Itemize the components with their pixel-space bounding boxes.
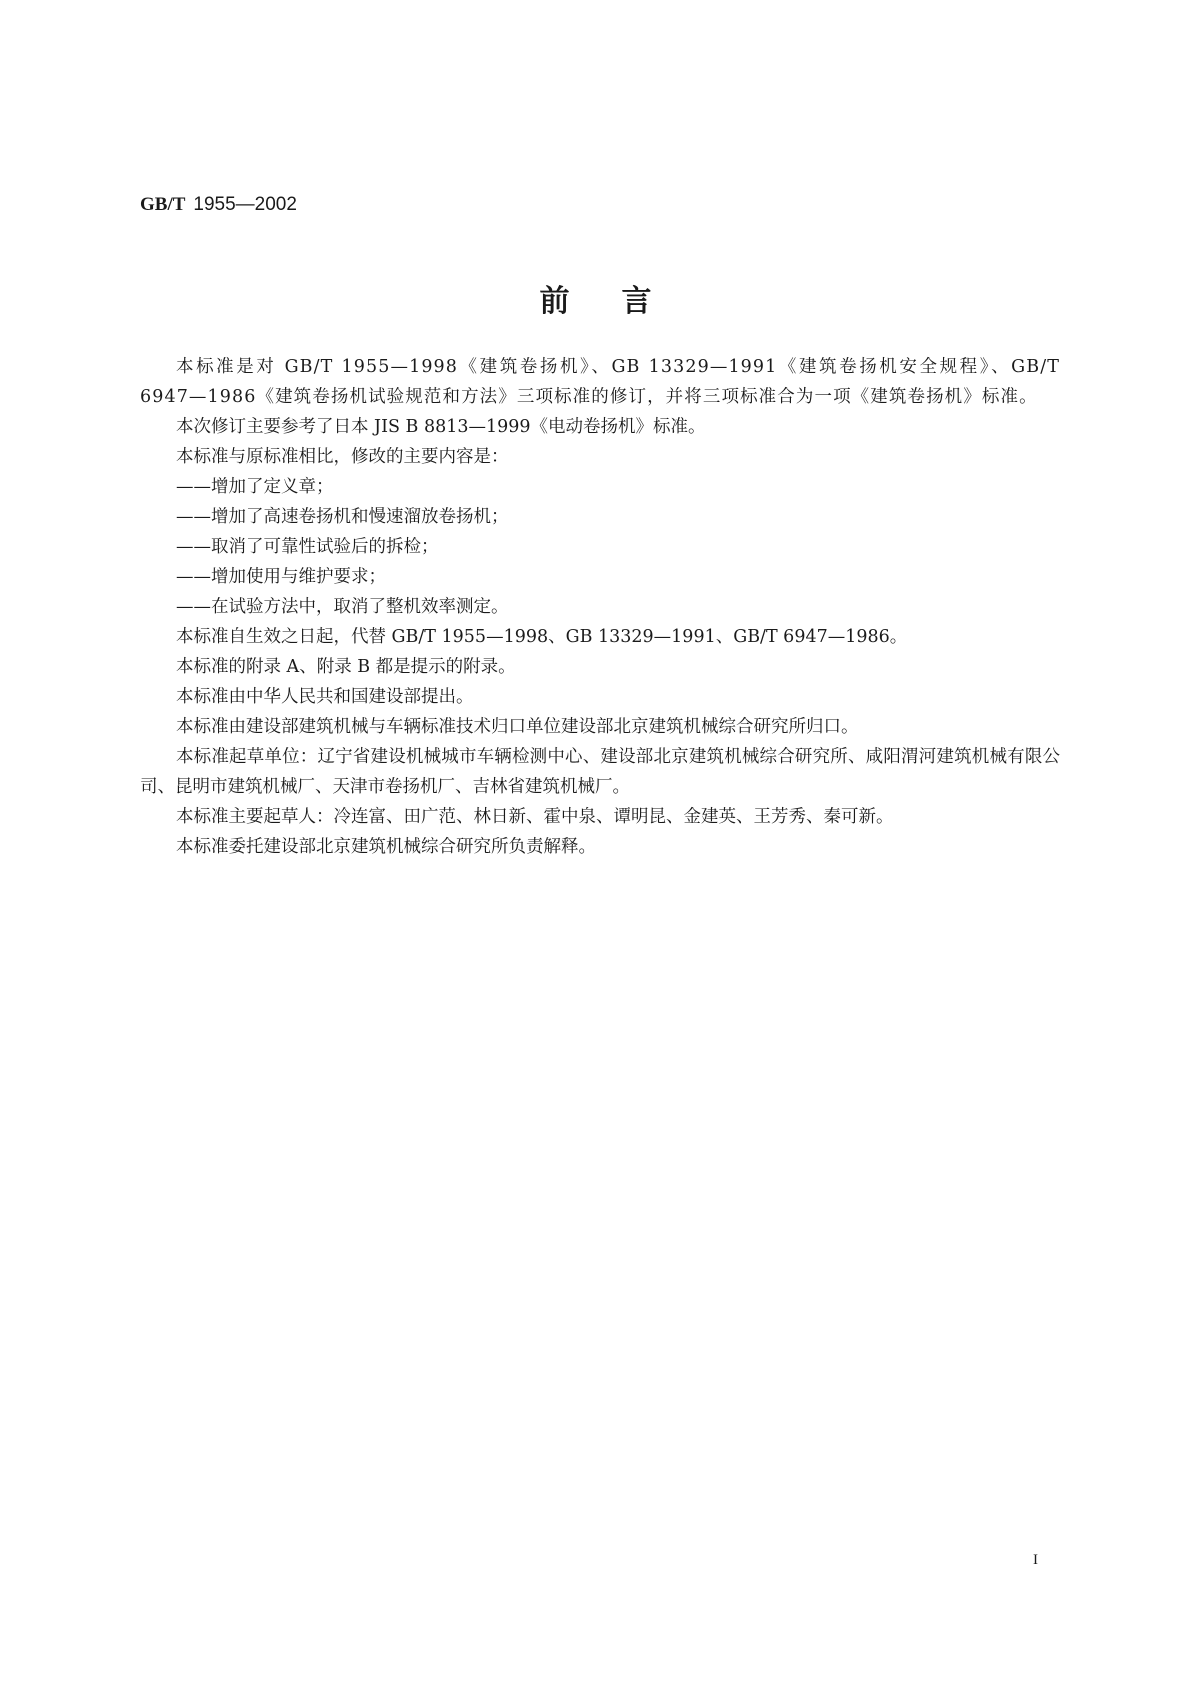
change-list-item: ——增加使用与维护要求； bbox=[176, 567, 386, 587]
page-title: 前言 bbox=[539, 284, 704, 319]
page-number: I bbox=[1033, 1552, 1038, 1568]
proposer-paragraph: 本标准由中华人民共和国建设部提出。 bbox=[176, 687, 474, 707]
standard-number-header bbox=[140, 192, 297, 217]
standard-year-number: 1955—2002 bbox=[193, 194, 297, 215]
change-list-item: ——增加了定义章； bbox=[176, 477, 334, 497]
standard-code: GB/T bbox=[140, 194, 186, 215]
appendix-paragraph: 本标准的附录 A、附录 B 都是提示的附录。 bbox=[176, 657, 516, 677]
drafters-paragraph: 本标准主要起草人：冷连富、田广范、林日新、霍中泉、谭明昆、金建英、王芳秀、秦可新。 bbox=[176, 807, 894, 827]
change-list-item: ——取消了可靠性试验后的拆检； bbox=[176, 537, 439, 557]
centralizer-paragraph: 本标准由建设部建筑机械与车辆标准技术归口单位建设部北京建筑机械综合研究所归口。 bbox=[176, 717, 859, 737]
change-list-item: ——在试验方法中，取消了整机效率测定。 bbox=[176, 597, 509, 617]
reference-paragraph: 本次修订主要参考了日本 JIS B 8813—1999《电动卷扬机》标准。 bbox=[176, 417, 706, 437]
changes-intro-paragraph: 本标准与原标准相比，修改的主要内容是： bbox=[176, 447, 509, 467]
intro-paragraph: 本标准是对 GB/T 1955—1998《建筑卷扬机》、GB 13329—1991《建筑卷扬机安全规程》、GB/T 6947—1986《建筑卷扬机试验规范和方法》三项标准的修订，并将三项标准合为一项《建筑卷扬机》标准。 bbox=[140, 357, 1060, 407]
replaces-paragraph: 本标准自生效之日起，代替 GB/T 1955—1998、GB 13329—1991、GB/T 6947—1986。 bbox=[176, 627, 908, 647]
interpretation-paragraph: 本标准委托建设部北京建筑机械综合研究所负责解释。 bbox=[176, 837, 596, 857]
change-list-item: ——增加了高速卷扬机和慢速溜放卷扬机； bbox=[176, 507, 509, 527]
drafting-units-paragraph: 本标准起草单位：辽宁省建设机械城市车辆检测中心、建设部北京建筑机械综合研究所、咸阳渭河建筑机械有限公司、昆明市建筑机械厂、天津市卷扬机厂、吉林省建筑机械厂。 bbox=[140, 747, 1060, 797]
foreword-body bbox=[140, 352, 1060, 862]
